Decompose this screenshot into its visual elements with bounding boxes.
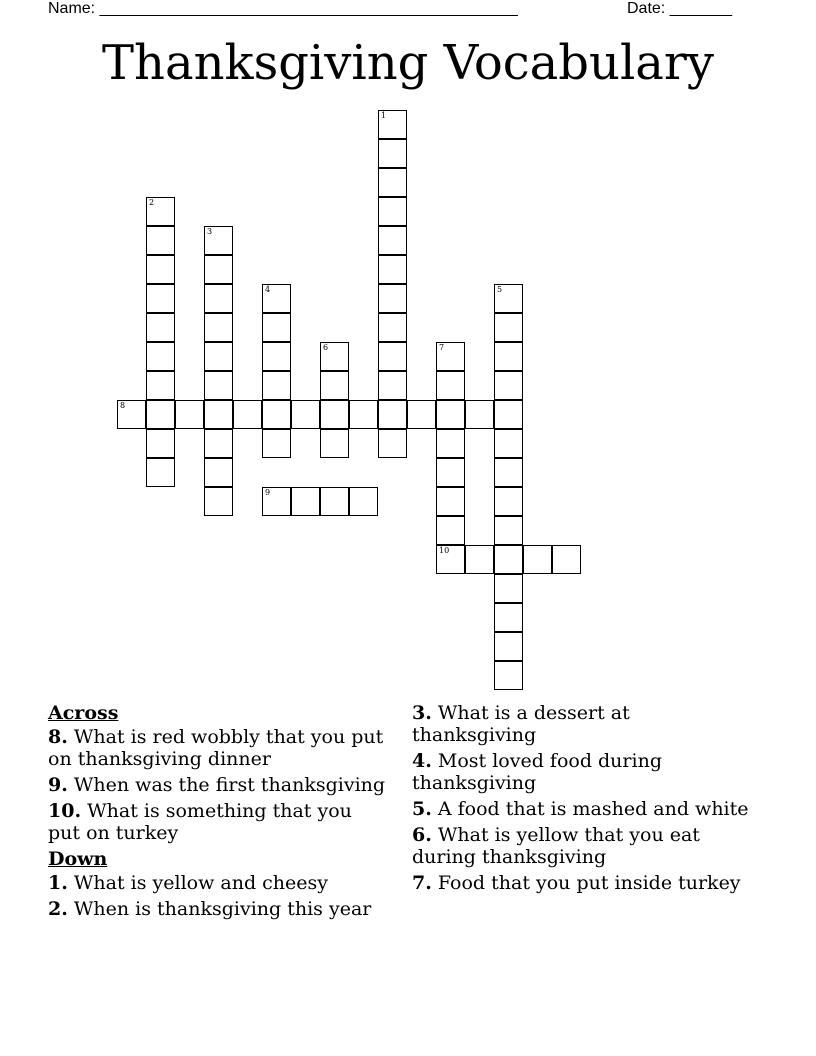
crossword-cell[interactable] — [436, 487, 465, 516]
crossword-cell[interactable] — [291, 400, 320, 429]
crossword-cell[interactable] — [436, 545, 465, 574]
date-field-label[interactable]: Date: _______ — [627, 0, 732, 17]
clue-number: 8. — [48, 726, 68, 748]
clues-right-column — [412, 702, 752, 898]
clue-down-7 — [412, 872, 752, 894]
clue-down-2 — [48, 898, 388, 920]
crossword-cell[interactable] — [204, 400, 233, 429]
crossword-cell[interactable] — [262, 429, 291, 458]
clue-number: 3. — [412, 702, 432, 724]
crossword-cell[interactable] — [494, 661, 523, 690]
cell-number: 1 — [381, 111, 387, 120]
cell-number: 3 — [207, 227, 213, 236]
cell-number: 5 — [497, 285, 503, 294]
crossword-cell[interactable] — [378, 110, 407, 139]
clue-across-8 — [48, 726, 388, 770]
clue-text: When is thanksgiving this year — [73, 898, 372, 920]
crossword-cell[interactable] — [146, 458, 175, 487]
crossword-cell[interactable] — [436, 429, 465, 458]
crossword-cell[interactable] — [494, 313, 523, 342]
crossword-cell[interactable] — [320, 400, 349, 429]
clue-text: Most loved food during thanksgiving — [412, 750, 662, 794]
clue-text: What is something that you put on turkey — [48, 800, 352, 844]
crossword-cell[interactable] — [378, 400, 407, 429]
crossword-cell[interactable] — [378, 313, 407, 342]
crossword-cell[interactable] — [146, 226, 175, 255]
crossword-cell[interactable] — [494, 371, 523, 400]
crossword-cell[interactable] — [146, 371, 175, 400]
crossword-cell[interactable] — [349, 400, 378, 429]
clue-number: 6. — [412, 824, 432, 846]
clue-number: 2. — [48, 898, 68, 920]
name-field-label[interactable]: Name: _______________________________________________ — [48, 0, 518, 17]
across-heading: Across — [48, 702, 119, 724]
crossword-cell[interactable] — [204, 226, 233, 255]
cell-number: 7 — [439, 343, 445, 352]
crossword-cell[interactable] — [494, 458, 523, 487]
crossword-cell[interactable] — [465, 545, 494, 574]
crossword-cell[interactable] — [494, 400, 523, 429]
cell-number: 8 — [120, 401, 126, 410]
crossword-cell[interactable] — [552, 545, 581, 574]
crossword-cell[interactable] — [146, 429, 175, 458]
crossword-cell[interactable] — [378, 342, 407, 371]
clue-number: 7. — [412, 872, 432, 894]
crossword-cell[interactable] — [117, 400, 146, 429]
crossword-cell[interactable] — [204, 429, 233, 458]
crossword-cell[interactable] — [146, 313, 175, 342]
crossword-cell[interactable] — [494, 342, 523, 371]
crossword-cell[interactable] — [262, 342, 291, 371]
crossword-cell[interactable] — [378, 168, 407, 197]
clue-text: What is red wobbly that you put on thanksgiving dinner — [48, 726, 384, 770]
crossword-cell[interactable] — [204, 458, 233, 487]
crossword-cell[interactable] — [494, 603, 523, 632]
clue-number: 1. — [48, 872, 68, 894]
crossword-cell[interactable] — [146, 197, 175, 226]
crossword-cell[interactable] — [146, 342, 175, 371]
crossword-cell[interactable] — [262, 487, 291, 516]
crossword-cell[interactable] — [436, 516, 465, 545]
crossword-cell[interactable] — [494, 284, 523, 313]
crossword-cell[interactable] — [204, 284, 233, 313]
crossword-cell[interactable] — [146, 284, 175, 313]
crossword-cell[interactable] — [494, 516, 523, 545]
crossword-cell[interactable] — [494, 487, 523, 516]
crossword-cell[interactable] — [262, 284, 291, 313]
crossword-cell[interactable] — [465, 400, 494, 429]
crossword-cell[interactable] — [262, 371, 291, 400]
crossword-cell[interactable] — [378, 226, 407, 255]
crossword-cell[interactable] — [204, 487, 233, 516]
clue-text: What is yellow and cheesy — [73, 872, 329, 894]
clue-number: 4. — [412, 750, 432, 772]
crossword-cell[interactable] — [378, 255, 407, 284]
clues-left-column — [48, 702, 388, 924]
clue-text: What is yellow that you eat during thanksgiving — [412, 824, 700, 868]
crossword-cell[interactable] — [146, 400, 175, 429]
cell-number: 9 — [265, 488, 271, 497]
clue-text: Food that you put inside turkey — [437, 872, 741, 894]
crossword-cell[interactable] — [378, 371, 407, 400]
clue-down-1 — [48, 872, 388, 894]
crossword-cell[interactable] — [320, 487, 349, 516]
crossword-cell[interactable] — [523, 545, 552, 574]
crossword-cell[interactable] — [436, 458, 465, 487]
clue-number: 5. — [412, 798, 432, 820]
clue-text: A food that is mashed and white — [437, 798, 749, 820]
clue-number: 10. — [48, 800, 82, 822]
crossword-cell[interactable] — [494, 429, 523, 458]
crossword-cell[interactable] — [262, 313, 291, 342]
cell-number: 10 — [439, 546, 450, 555]
cell-number: 2 — [149, 198, 155, 207]
crossword-cell[interactable] — [291, 487, 320, 516]
crossword-cell[interactable] — [378, 197, 407, 226]
crossword-cell[interactable] — [378, 284, 407, 313]
crossword-cell[interactable] — [204, 371, 233, 400]
crossword-cell[interactable] — [407, 400, 436, 429]
cell-number: 4 — [265, 285, 271, 294]
crossword-cell[interactable] — [204, 313, 233, 342]
crossword-cell[interactable] — [378, 139, 407, 168]
crossword-cell[interactable] — [494, 632, 523, 661]
crossword-cell[interactable] — [436, 400, 465, 429]
crossword-cell[interactable] — [349, 487, 378, 516]
clue-number: 9. — [48, 774, 68, 796]
clue-across-10 — [48, 800, 388, 844]
cell-number: 6 — [323, 343, 329, 352]
crossword-cell[interactable] — [378, 429, 407, 458]
page-title: Thanksgiving Vocabulary — [102, 35, 714, 91]
crossword-cell[interactable] — [204, 255, 233, 284]
clue-down-4 — [412, 750, 752, 794]
crossword-cell[interactable] — [146, 255, 175, 284]
clue-across-9 — [48, 774, 388, 796]
crossword-cell[interactable] — [494, 574, 523, 603]
crossword-cell[interactable] — [233, 400, 262, 429]
crossword-cell[interactable] — [175, 400, 204, 429]
clue-text: When was the first thanksgiving — [73, 774, 386, 796]
crossword-cell[interactable] — [204, 342, 233, 371]
clue-down-6 — [412, 824, 752, 868]
crossword-cell[interactable] — [320, 342, 349, 371]
clue-down-5 — [412, 798, 752, 820]
crossword-cell[interactable] — [320, 429, 349, 458]
crossword-cell[interactable] — [262, 400, 291, 429]
crossword-cell[interactable] — [436, 342, 465, 371]
crossword-cell[interactable] — [494, 545, 523, 574]
crossword-cell[interactable] — [320, 371, 349, 400]
crossword-cell[interactable] — [436, 371, 465, 400]
clue-text: What is a dessert at thanksgiving — [412, 702, 630, 746]
clue-down-3 — [412, 702, 752, 746]
down-heading: Down — [48, 848, 108, 870]
